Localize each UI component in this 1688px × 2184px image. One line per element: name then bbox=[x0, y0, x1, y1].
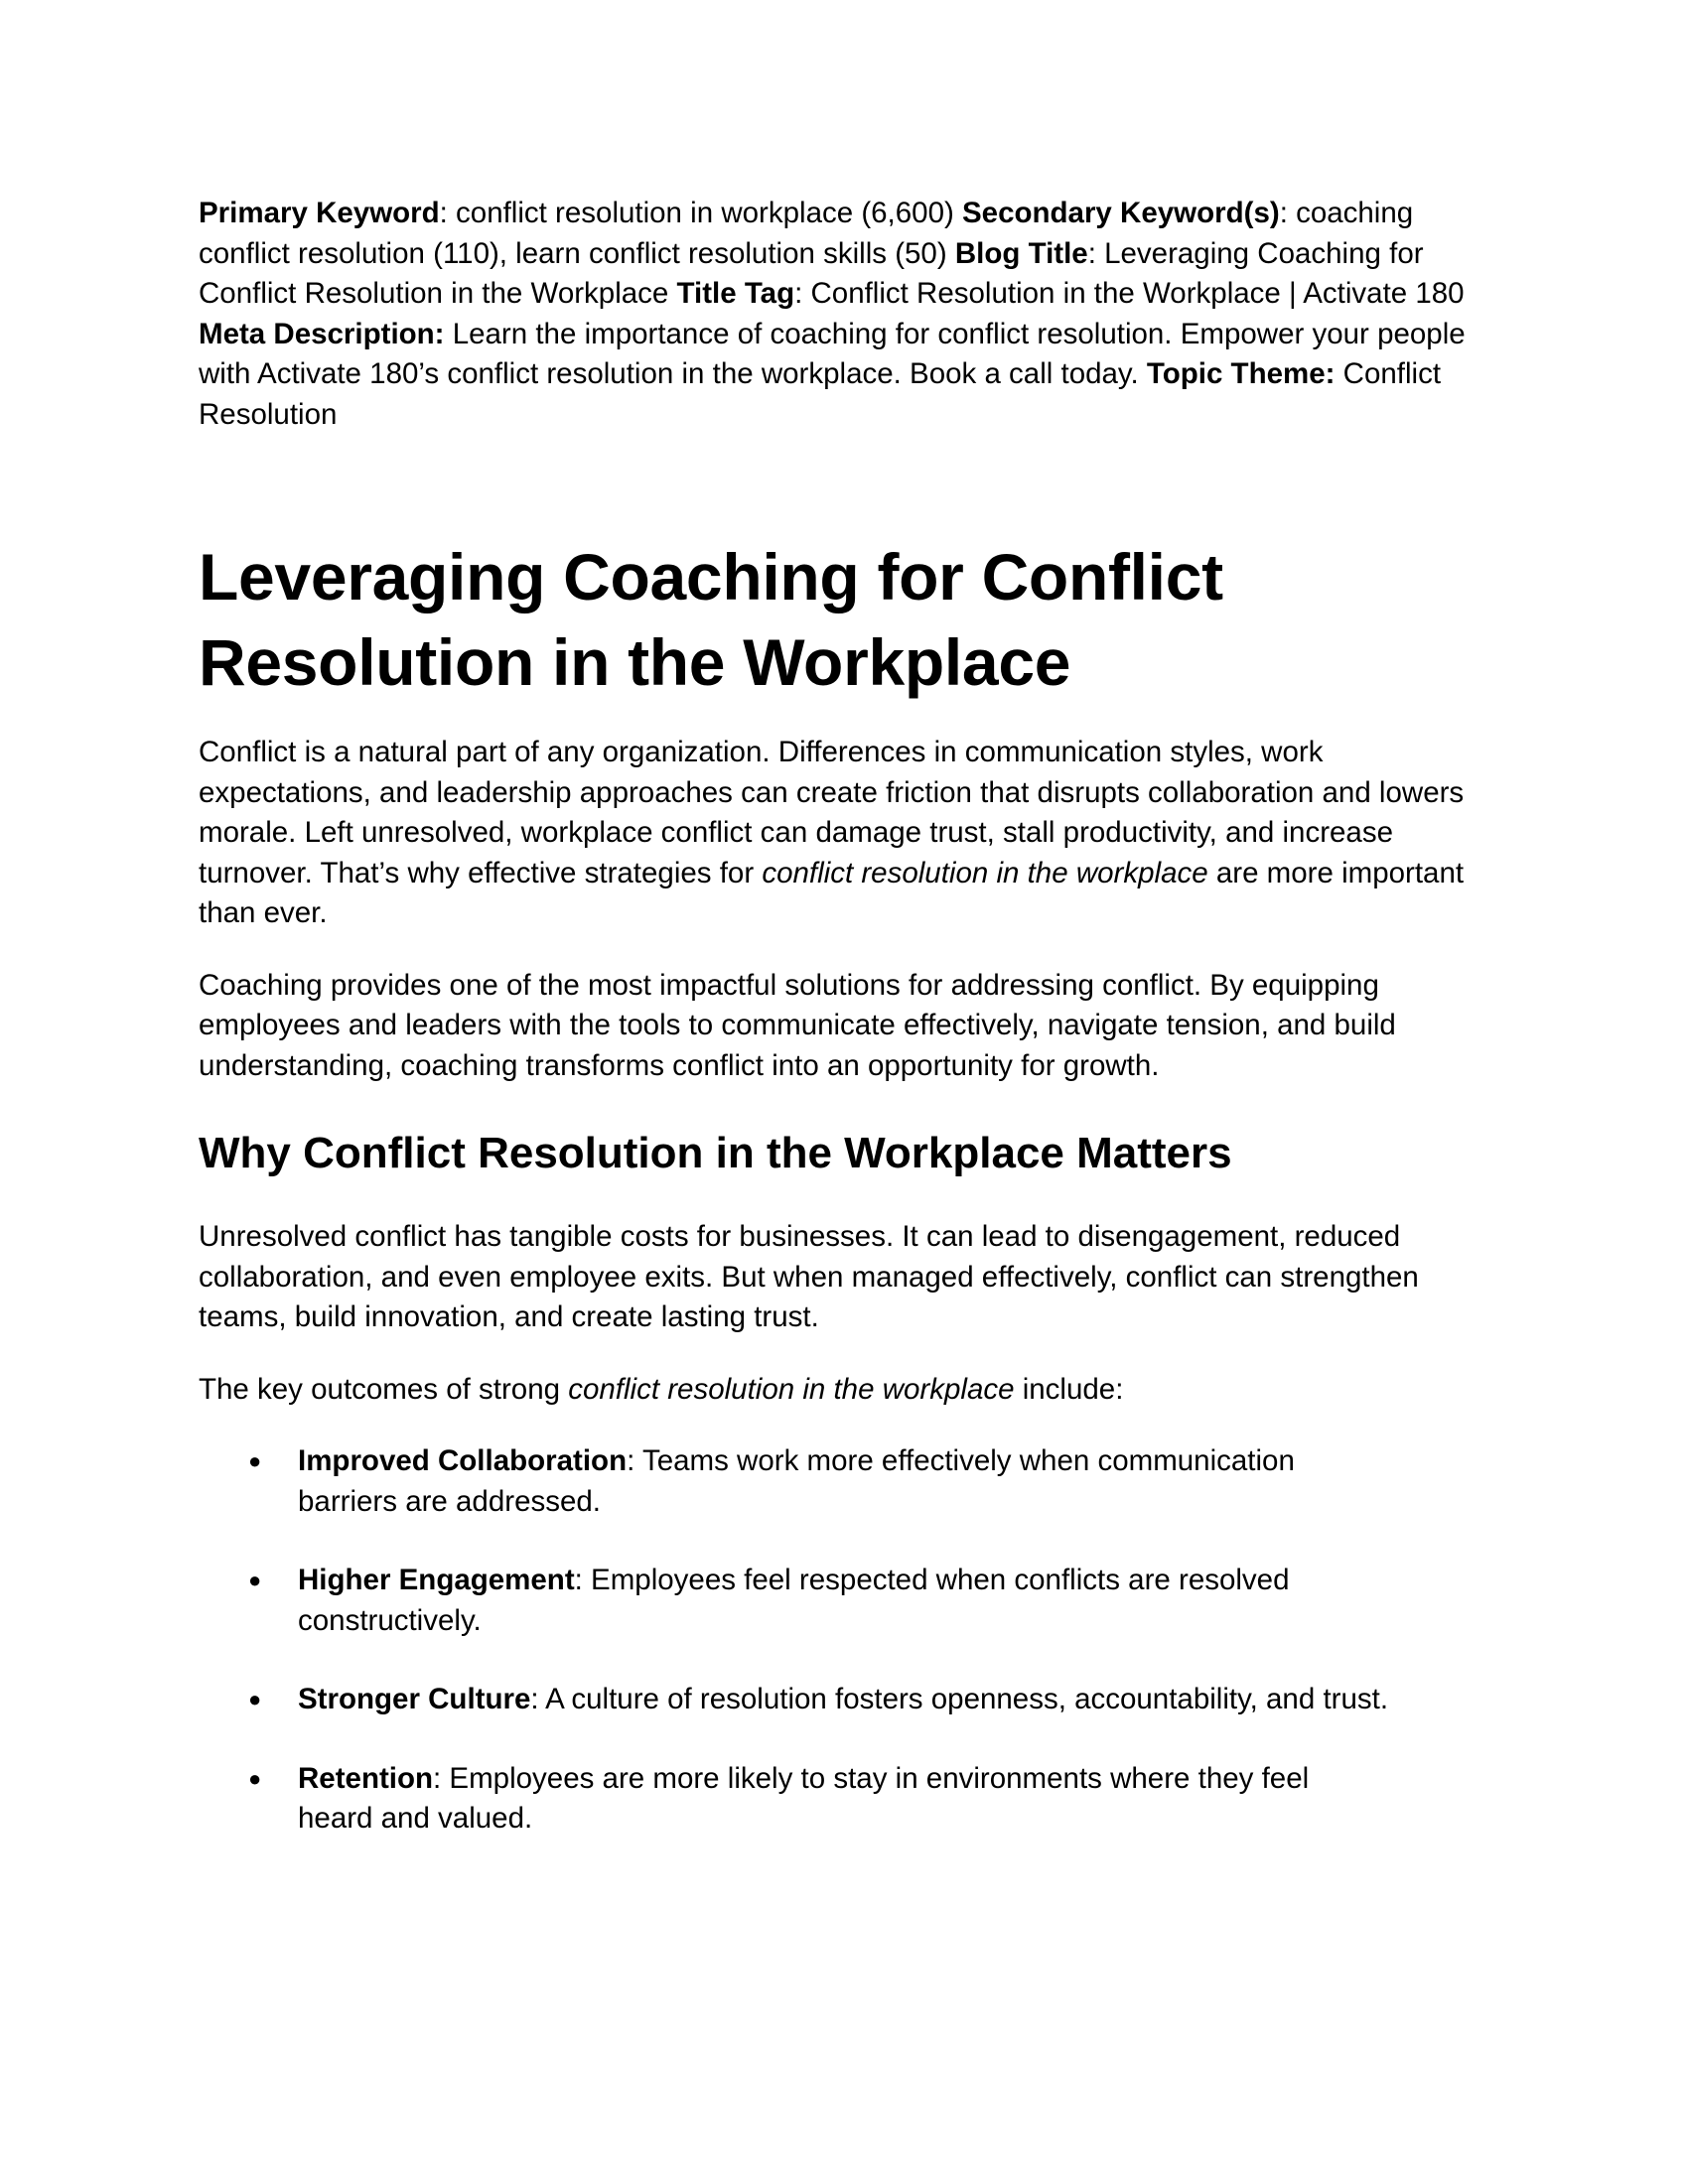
bullet-icon: ● bbox=[248, 1765, 262, 1791]
list-item bbox=[199, 1759, 1390, 1840]
seo-metadata-block bbox=[199, 194, 1489, 435]
outcomes-list bbox=[199, 1441, 1390, 1840]
secondary-keyword-label: Secondary Keyword(s) bbox=[962, 197, 1280, 229]
section-p2-text-after: include: bbox=[1014, 1372, 1124, 1406]
spacer bbox=[199, 1338, 1489, 1370]
bullet-icon: ● bbox=[248, 1448, 262, 1473]
intro-paragraph-1 bbox=[199, 733, 1489, 934]
outcome-label: Retention bbox=[298, 1761, 434, 1795]
spacer bbox=[199, 705, 1489, 733]
section-p2-emphasis: conflict resolution in the workplace bbox=[568, 1372, 1015, 1406]
list-item bbox=[199, 1561, 1390, 1641]
outcome-text: : Employees feel respected when conflicts are resolved constructively. bbox=[298, 1564, 1290, 1637]
section-heading: Why Conflict Resolution in the Workplace Matters bbox=[199, 1129, 1232, 1177]
topic-theme-label: Topic Theme: bbox=[1146, 357, 1336, 390]
bullet-icon: ● bbox=[248, 1568, 262, 1592]
outcome-label: Stronger Culture bbox=[298, 1683, 531, 1715]
spacer bbox=[199, 934, 1489, 966]
meta-description-label: Meta Description: bbox=[199, 317, 445, 350]
outcome-label: Higher Engagement bbox=[298, 1564, 575, 1596]
topic-theme-value: Conflict Resolution bbox=[199, 357, 1442, 431]
section-p2-text-before: The key outcomes of strong bbox=[199, 1372, 569, 1406]
outcome-text: : A culture of resolution fosters openness, accountability, and trust. bbox=[530, 1683, 1389, 1715]
blog-title-value: : Leveraging Coaching for Conflict Resolution in the Workplace bbox=[199, 236, 1424, 310]
section-paragraph-2 bbox=[199, 1370, 1489, 1411]
title-tag-label: Title Tag bbox=[676, 277, 795, 310]
intro-p1-emphasis: conflict resolution in the workplace bbox=[762, 856, 1208, 889]
blog-title-label: Blog Title bbox=[954, 236, 1088, 270]
outcome-text: : Employees are more likely to stay in environments where they feel heard and valued. bbox=[298, 1761, 1310, 1835]
list-item bbox=[199, 1680, 1390, 1720]
outcome-text: : Teams work more effectively when communication barriers are addressed. bbox=[298, 1444, 1295, 1518]
section-paragraph-1: Unresolved conflict has tangible costs for businesses. It can lead to disengagement, reduced collaboration, and even employee exits. But when managed effectively, conflict can strengthen teams, build innovation, and create lasting trust. bbox=[199, 1220, 1419, 1333]
meta-description-value: Learn the importance of coaching for conflict resolution. Empower your people with Activate 180’s conflict resolution in the workplace. Book a call today. bbox=[199, 317, 1466, 390]
spacer bbox=[199, 1086, 1489, 1126]
primary-keyword-value: : conflict resolution in workplace (6,600) bbox=[439, 197, 962, 229]
primary-keyword-label: Primary Keyword bbox=[199, 197, 440, 229]
bullet-icon: ● bbox=[248, 1687, 262, 1711]
title-tag-value: : Conflict Resolution in the Workplace | Activate 180 bbox=[794, 277, 1465, 310]
intro-p1-text-after: are more important than ever. bbox=[199, 856, 1465, 929]
spacer bbox=[199, 1410, 1489, 1441]
outcome-label: Improved Collaboration bbox=[298, 1444, 628, 1477]
intro-p1-text-before: Conflict is a natural part of any organization. Differences in communication styles, work expectations, and leadership approaches can create friction that disrupts collaboration and lowers morale. Left unresolved, workplace conflict can damage trust, stall productivity, and increase turnover. That’s why effective strategies for bbox=[199, 736, 1465, 889]
secondary-keyword-value: : coaching conflict resolution (110), learn conflict resolution skills (50) bbox=[199, 197, 1414, 270]
article-title: Leveraging Coaching for Conflict Resolution in the Workplace bbox=[199, 540, 1223, 699]
intro-paragraph-2: Coaching provides one of the most impactful solutions for addressing conflict. By equipping employees and leaders with the tools to communicate effectively, navigate tension, and build understanding, coaching transforms conflict into an opportunity for growth. bbox=[199, 968, 1396, 1082]
spacer bbox=[199, 1181, 1489, 1217]
list-item bbox=[199, 1441, 1390, 1522]
